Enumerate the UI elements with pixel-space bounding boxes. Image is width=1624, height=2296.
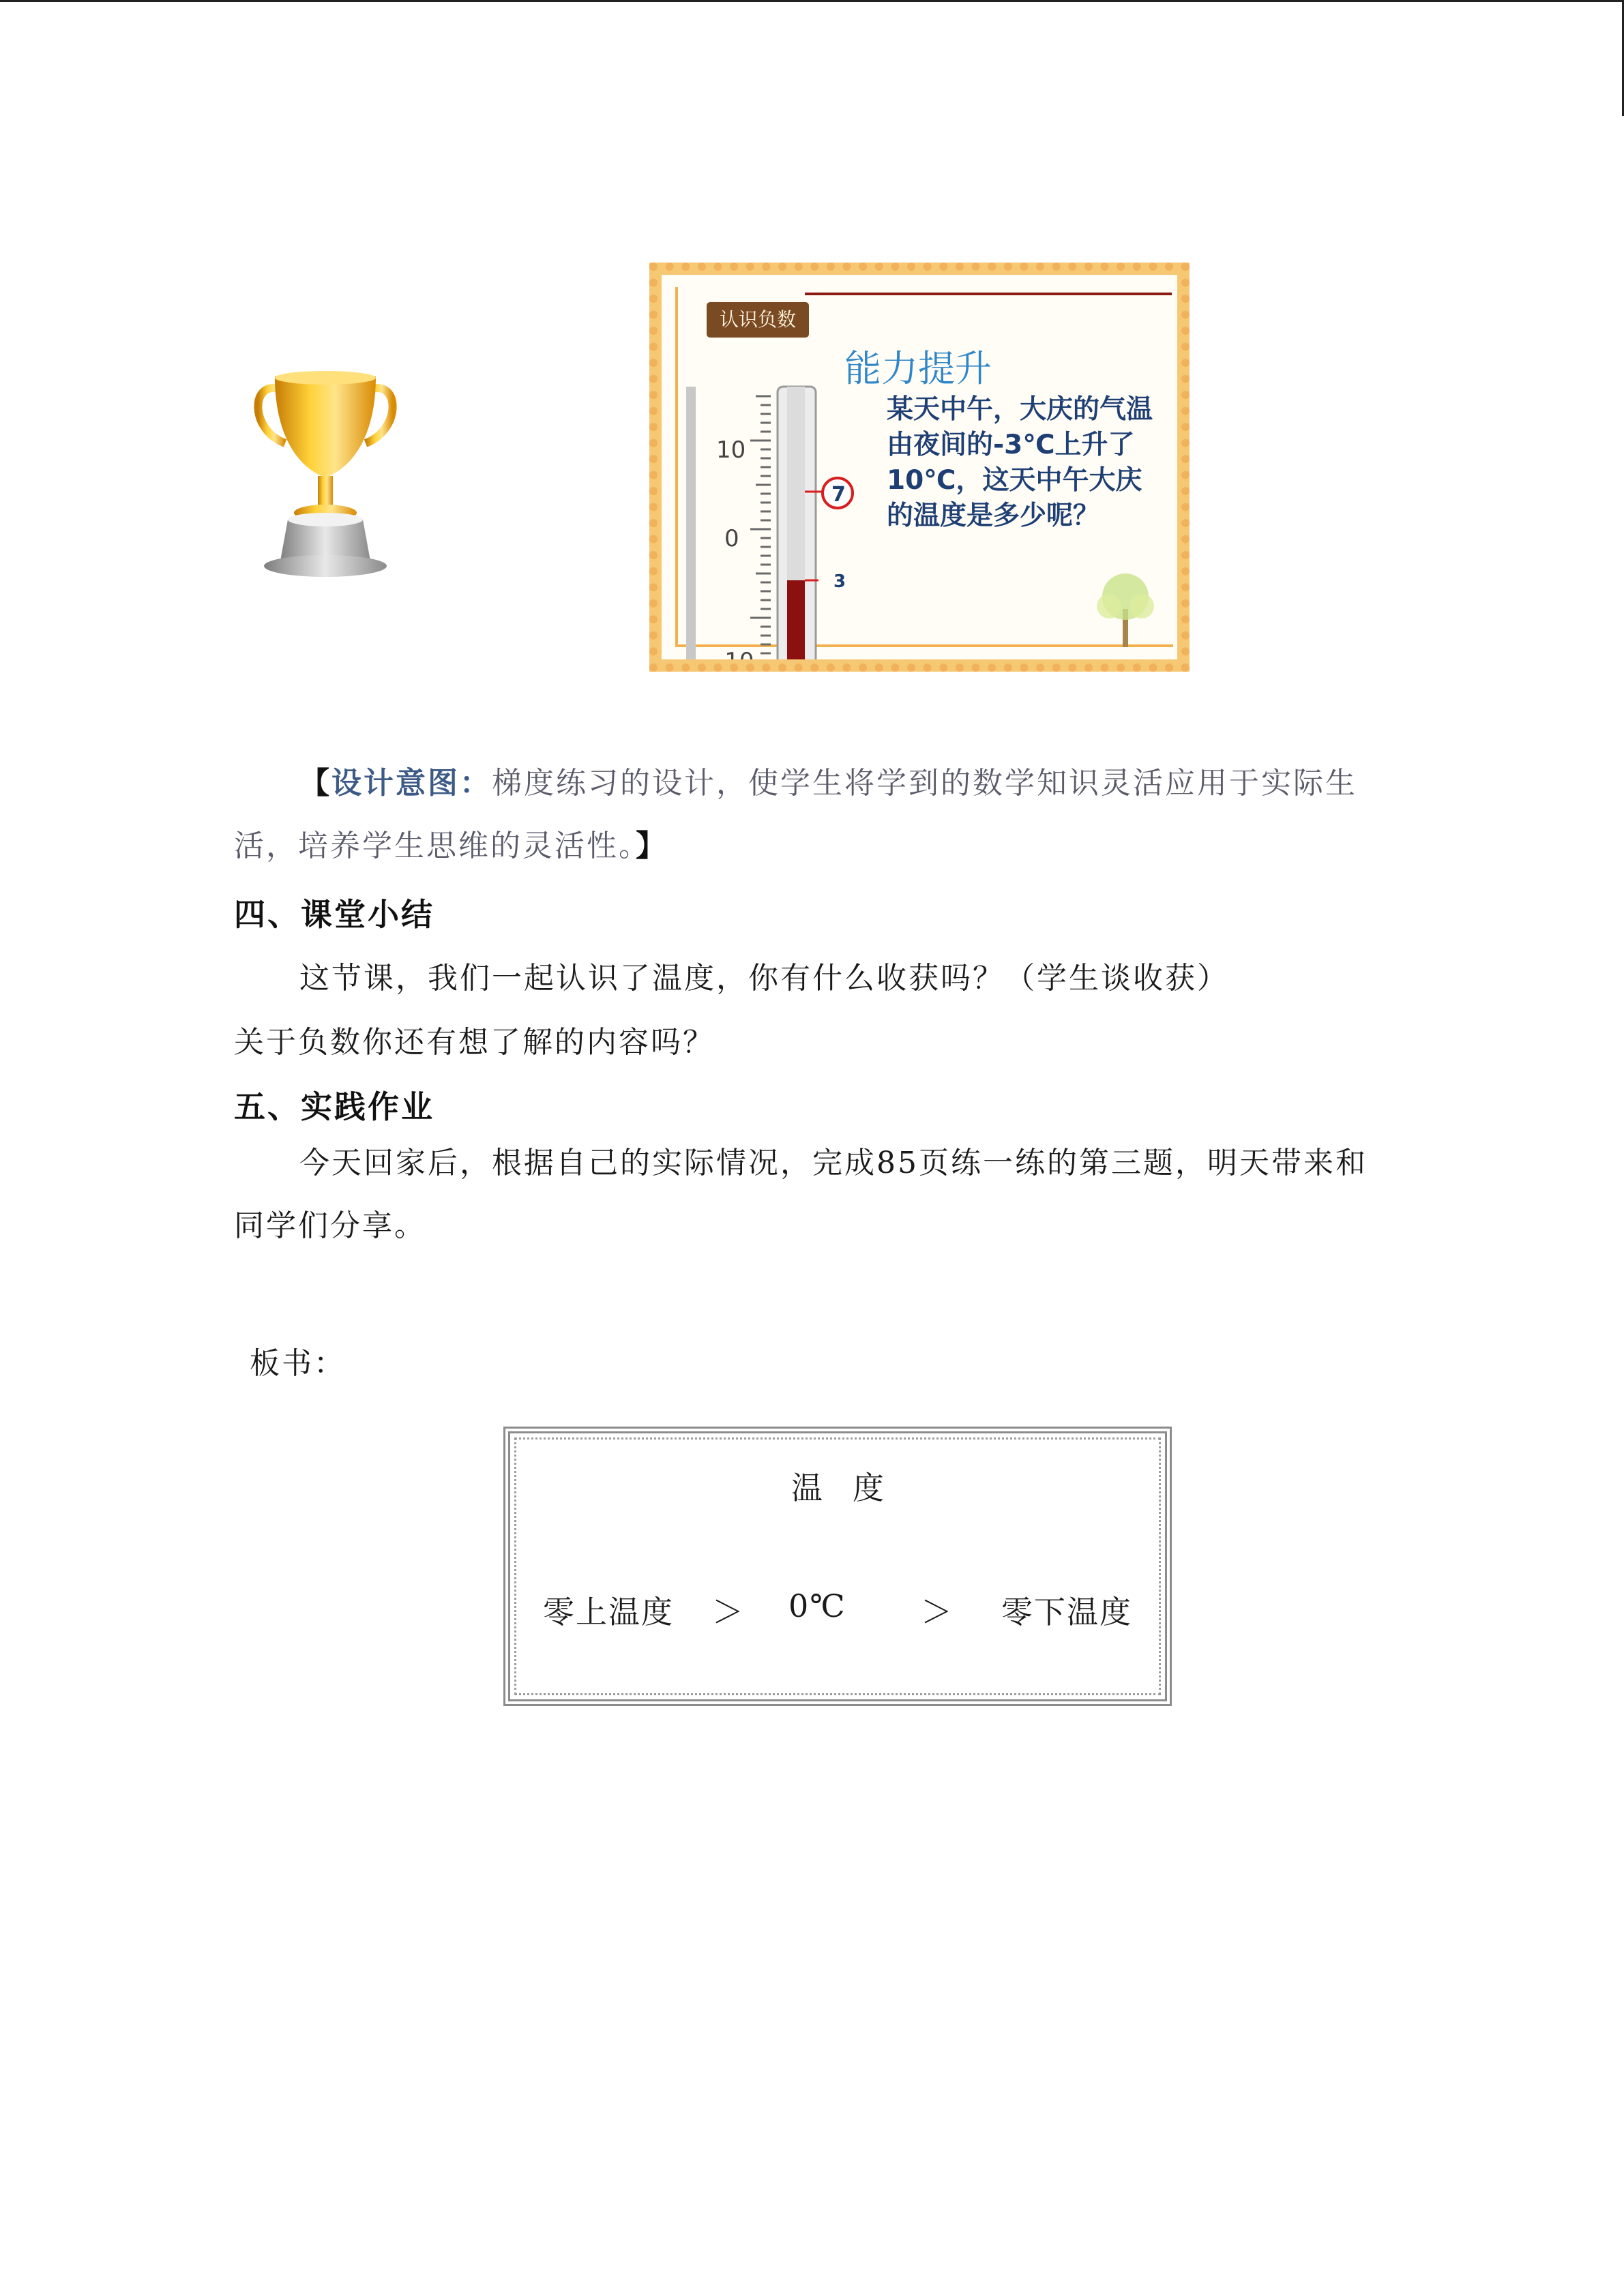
slide-problem-text: 某天中午，大庆的气温由夜间的-3℃上升了10℃，这天中午大庆的温度是多少呢？ (887, 394, 1153, 531)
board-greater-than-1: ＞ (712, 1594, 745, 1630)
design-intent-label: 设计意图： (331, 766, 492, 801)
design-intent-text: 梯度练习的设计，使学生将学到的数学知识灵活应用于实际生活，培养学生思维的灵活性。 (234, 766, 1357, 863)
homework-paragraph: 今天回家后，根据自己的实际情况，完成85页练一练的第三题，明天带来和同学们分享。 (234, 1146, 1368, 1243)
summary-line-1: 这节课，我们一起认识了温度，你有什么收获吗？（学生谈收获） (299, 961, 1229, 996)
board-title: 温度 (791, 1470, 914, 1506)
tree-decoration-icon (1086, 561, 1168, 650)
design-intent-paragraph (234, 752, 1393, 878)
board-label: 板书： (250, 1346, 346, 1381)
lesson-slide-image (649, 263, 1190, 672)
close-bracket: 】 (636, 829, 668, 863)
summary-line-2: 关于负数你还有想了解的内容吗？ (234, 1025, 715, 1060)
tick-label-neg10: -10 (716, 648, 754, 669)
slide-title: 能力提升 (844, 347, 992, 390)
trophy-icon (251, 368, 400, 586)
blackboard-summary-box (503, 1427, 1172, 1706)
section-homework-heading: 五、实践作业 (234, 1088, 434, 1125)
marker-seven: 7 (831, 483, 846, 507)
board-greater-than-2: ＞ (921, 1594, 954, 1630)
slide-top-bar (805, 293, 1172, 295)
open-bracket: 【 (299, 766, 331, 801)
section-summary-heading: 四、课堂小结 (234, 896, 434, 933)
slide-tag: 认识负数 (707, 302, 809, 338)
tick-label-0: 0 (724, 525, 739, 552)
tick-label-10: 10 (716, 436, 746, 464)
marker-three: 3 (833, 571, 846, 592)
page-top-border (0, 0, 1624, 2)
board-above-zero: 零上温度 (543, 1594, 674, 1630)
board-below-zero: 零下温度 (1001, 1594, 1132, 1630)
board-zero-degree: 0℃ (788, 1587, 846, 1624)
thermometer-illustration (682, 383, 859, 669)
